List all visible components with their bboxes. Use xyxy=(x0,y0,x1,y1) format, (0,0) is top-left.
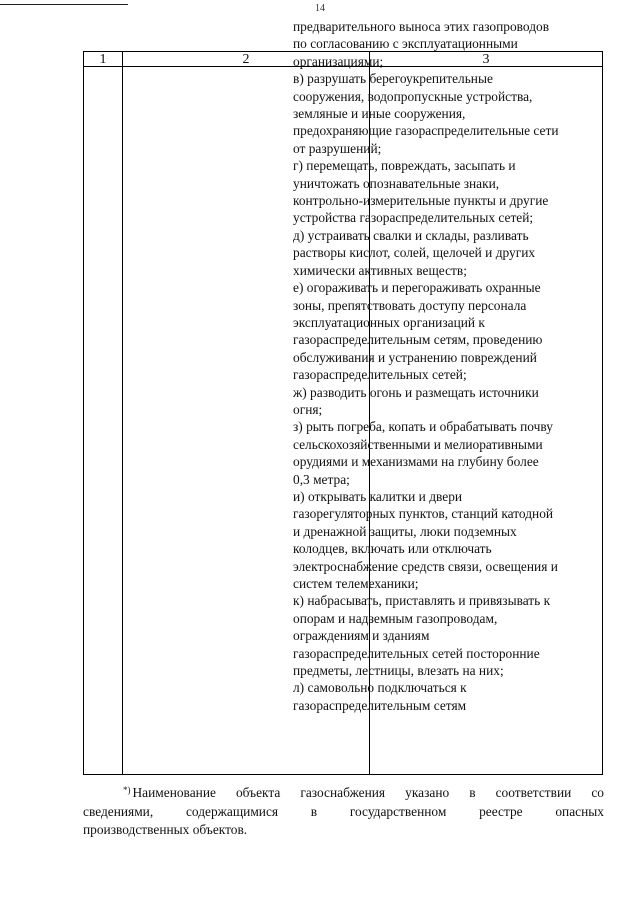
text-line: и) открывать калитки и двери xyxy=(293,488,463,504)
footnote-line-3 xyxy=(83,821,604,840)
text-line: зоны, препятствовать доступу персонала xyxy=(293,297,527,313)
text-line: эксплуатационных организаций к xyxy=(293,314,485,330)
text-line: предметы, лестницы, влезать на них; xyxy=(293,663,504,679)
text-line: огня; xyxy=(293,401,323,417)
footnote-text: производственных объектов. xyxy=(83,822,248,837)
text-line: предохраняющие газораспределительные сети xyxy=(293,123,559,139)
footnote-line-1 xyxy=(83,784,604,803)
text-line: растворы кислот, солей, щелочей и других xyxy=(293,245,536,261)
footnote-marker: *) xyxy=(123,785,131,795)
text-line: ж) разводить огонь и размещать источники xyxy=(293,384,539,400)
text-line: контрольно-измерительные пункты и другие xyxy=(293,193,549,209)
text-line: уничтожать опознавательные знаки, xyxy=(293,175,500,191)
text-line: 0,3 метра; xyxy=(293,471,350,487)
table-header-col-2: 2 xyxy=(123,52,370,67)
footnote-word: объекта xyxy=(235,785,281,800)
text-line: е) огораживать и перегораживать охранные xyxy=(293,280,541,296)
text-line: организациями; xyxy=(293,53,384,69)
page-number: 14 xyxy=(315,3,325,14)
column-divider xyxy=(122,67,123,774)
footnote-word xyxy=(123,784,216,803)
footnote xyxy=(83,784,604,840)
table-cell-col-3-text xyxy=(293,18,559,714)
text-line: сооружения, водопропускные устройства, xyxy=(293,88,533,104)
text-line: электроснабжение средств связи, освещения и xyxy=(293,558,558,574)
text-line: земляные и иные сооружения, xyxy=(293,106,466,122)
footnote-word: сведениями, xyxy=(83,803,154,819)
text-line: газораспределительным сетям, проведению xyxy=(293,332,543,348)
text-line: от разрушений; xyxy=(293,140,382,156)
text-line: колодцев, включать или отключать xyxy=(293,541,492,557)
text-line: г) перемещать, повреждать, засыпать и xyxy=(293,158,516,174)
text-line: газораспределительных сетей посторонние xyxy=(293,645,540,661)
footnote-word: указано xyxy=(405,785,450,800)
text-line: опорам и надземным газопроводам, xyxy=(293,610,498,626)
text-line: к) набрасывать, приставлять и привязывать к xyxy=(293,593,551,609)
text-line: ограждениям и зданиям xyxy=(293,628,430,644)
text-line: д) устраивать свалки и склады, разливать xyxy=(293,227,529,243)
footnote-word: государственном xyxy=(349,803,447,819)
text-line: систем телемеханики; xyxy=(293,576,419,591)
text-line: газораспределительным сетям xyxy=(293,697,467,713)
text-line: л) самовольно подключаться к xyxy=(293,680,467,696)
text-line: в) разрушать берегоукрепительные xyxy=(293,71,493,87)
footnote-word: в xyxy=(310,803,318,819)
table-header-col-1: 1 xyxy=(84,52,123,67)
text-line: газораспределительных сетей; xyxy=(293,367,467,383)
table-header-col-3: 3 xyxy=(370,52,602,67)
text-line: орудиями и механизмами на глубину более xyxy=(293,454,539,470)
text-line: з) рыть погреба, копать и обрабатывать почву xyxy=(293,419,553,435)
text-line: химически активных веществ; xyxy=(293,262,467,278)
text-line: газорегуляторных пунктов, станций катодной xyxy=(293,506,554,522)
text-line: сельскохозяйственными и мелиоративными xyxy=(293,436,543,452)
footnote-word: соответствии xyxy=(495,785,572,800)
footnote-word: в xyxy=(469,785,476,800)
text-line: предварительного выноса этих газопроводов xyxy=(293,19,550,34)
text-line: обслуживания и устранению повреждений xyxy=(293,349,537,365)
text-line: по согласованию с эксплуатационными xyxy=(293,36,518,52)
footnote-word: реестре xyxy=(479,803,523,819)
footnote-line-2 xyxy=(83,803,604,822)
footnote-word: содержащимися xyxy=(185,803,279,819)
footnote-word: опасных xyxy=(555,803,604,819)
footnote-word: газоснабжения xyxy=(300,785,386,800)
text-line: и дренажной защиты, люки подземных xyxy=(293,523,517,539)
footnote-word-text: Наименование xyxy=(132,785,216,800)
text-line: устройства газораспределительных сетей; xyxy=(293,210,534,226)
footnote-word: со xyxy=(591,785,604,800)
